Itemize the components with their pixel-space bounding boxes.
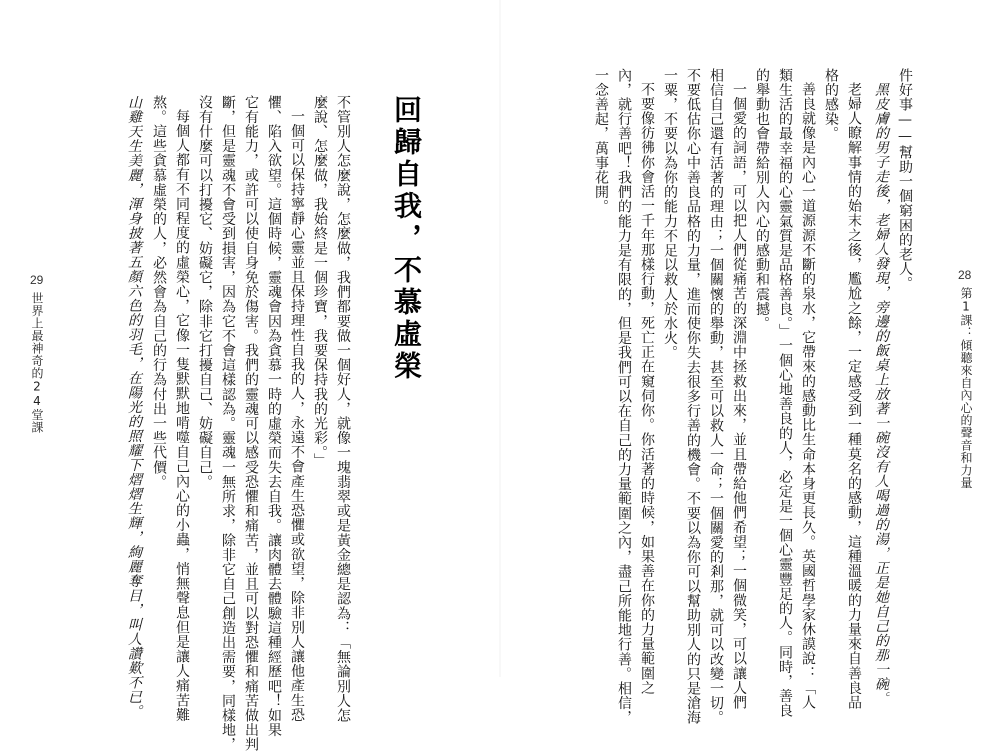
right-page-number: 28 xyxy=(958,268,972,282)
right-col-5: 善良就像是內心一道源源不斷的泉水，它帶來的感動比生命本身更長久。英國哲學家休謨說：「人 xyxy=(800,82,816,710)
left-col-9: 熬。這些貪慕虛榮的人，必然會為自己的行為付出一些代價。 xyxy=(151,95,167,490)
left-col-7: 沒有什麼可以打擾它、妨礙它，除非它打擾自己、妨礙自己。 xyxy=(197,95,213,490)
right-col-6: 類生活的最幸福的心靈氣質是品格善良。」一個心地善良的人，必定是一個心靈豐足的人。同時，善良 xyxy=(777,68,793,718)
left-col-5: 它有能力，或許可以使自身免於傷害。我們的靈魂可以感受恐懼和痛苦，並且可以對恐懼和痛苦做出判 xyxy=(243,95,259,752)
left-running-head: 世界上最神奇的24堂課 xyxy=(30,292,44,434)
left-col-2: 麼說、怎麼做，我始終是一個珍寶，我要保持我的光彩。」 xyxy=(312,95,328,468)
right-col-11: 一粟，不要以為你的能力不足以救人於水火。 xyxy=(662,68,678,360)
right-col-10: 不要低估你心中善良品格的力量，進而使你失去很多行善的機會。不要以為你可以幫助別人的只是滄海 xyxy=(685,68,701,725)
right-col-13: 內，就行善吧！我們的能力是有限的，但是我們可以在自己的力量範圍之內，盡己所能地行善。相信， xyxy=(616,68,632,725)
right-col-7: 的舉動也會帶給別人內心的感動和震撼。 xyxy=(754,68,770,331)
chapter-title: 回歸自我，不慕虛榮 xyxy=(390,95,423,383)
right-col-12: 不要像彷彿你會活一千年那樣行動，死亡正在窺伺你。你活著的時候，如果善在你的力量範圍之 xyxy=(639,82,655,696)
right-col-8: 一個愛的詞語，可以把人們從痛苦的深淵中拯救出來，並且帶給他們希望；一個微笑，可以讓人們 xyxy=(731,82,747,710)
left-col-1: 不管別人怎麼說，怎麼做，我們都要做一個好人，就像一塊翡翠或是黃金總是認為：「無論別人怎 xyxy=(335,95,351,723)
right-col-2: 黑皮膚的男子走後，老婦人發現，旁邊的飯桌上放著一碗沒有人喝過的湯，正是她自己的那一碗。 xyxy=(873,82,889,706)
left-page-number: 29 xyxy=(30,273,44,287)
right-col-3: 老婦人瞭解事情的始末之後，尷尬之餘，一定感受到一種莫名的感動，這種溫暖的力量來自善良品 xyxy=(846,82,862,710)
right-running-head: 第1課：傾聽來自內心的聲音和力量 xyxy=(959,287,973,489)
right-col-1: 件好事——幫助一個窮困的老人。 xyxy=(897,68,913,291)
right-col-4: 格的感染。 xyxy=(823,68,839,141)
left-col-3: 一個可以保持寧靜心靈並且保持理性自我的人，永遠不會產生恐懼或欲望，除非別人讓他產生恐 xyxy=(289,109,305,723)
right-col-9: 相信自己還有活著的理由；一個關懷的舉動，甚至可以救人一命；一個關愛的剎那，就可以改變一切。 xyxy=(708,68,724,725)
left-col-6: 斷，但是靈魂不會受到損害，因為它不會這樣認為。靈魂一無所求，除非它自己創造出需要，同樣地， xyxy=(220,95,236,752)
book-gutter xyxy=(499,0,501,677)
left-col-8: 每個人都有不同程度的虛榮心，它像一隻默默地啃噬自己內心的小蟲，悄無聲息但是讓人痛苦難 xyxy=(174,109,190,723)
left-col-10: 山雞天生美麗，渾身披著五顏六色的羽毛，在陽光的照耀下熠熠生輝，絢麗奪目，叫人讚歎不已。 xyxy=(126,95,142,719)
right-col-14: 一念善起，萬事花開。 xyxy=(593,68,609,214)
left-col-4: 懼、陷入欲望。這個時候，靈魂會因為貪慕一時的虛榮而失去自我。讓肉體去體驗這種經歷吧！如果 xyxy=(266,95,282,738)
